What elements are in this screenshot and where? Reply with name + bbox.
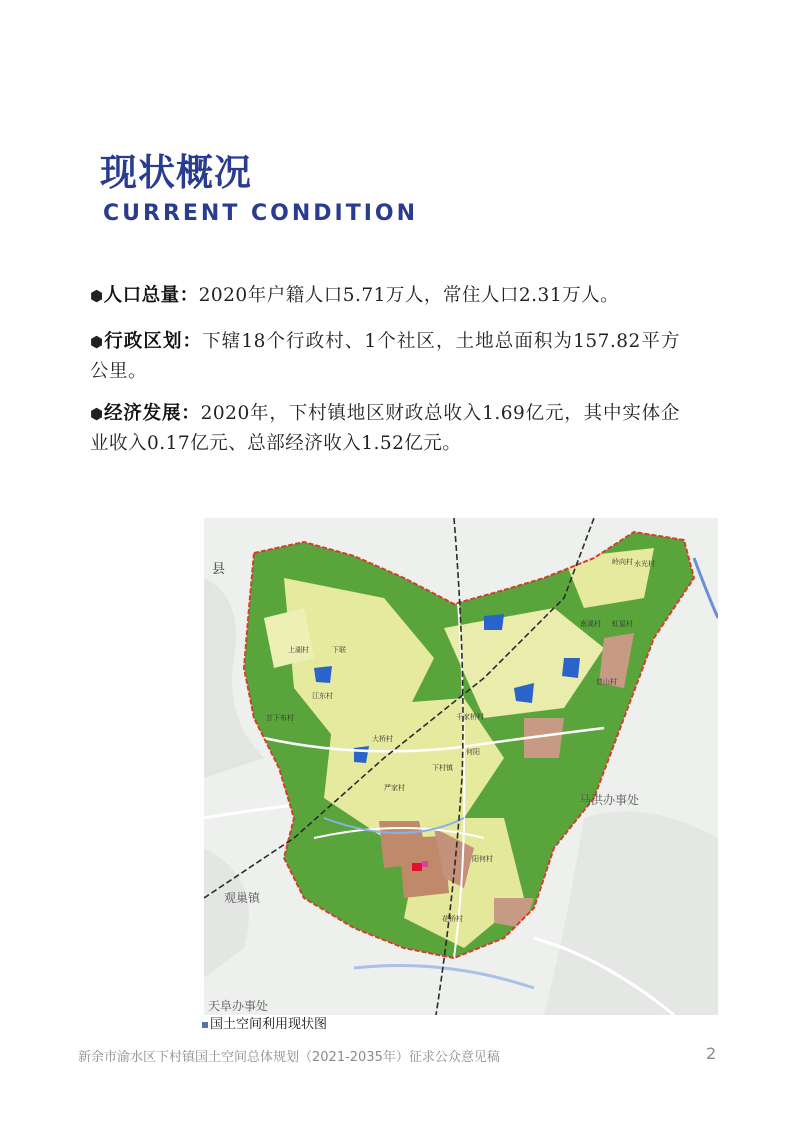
map-label-pushan: 普山村 — [596, 678, 617, 686]
map-label-dashi: 大桥村 — [372, 735, 393, 743]
item-label: 人口总量： — [103, 285, 199, 306]
page-number: 2 — [706, 1044, 717, 1063]
map-label-huaqiao: 花桥村 — [442, 915, 463, 923]
list-item-population — [90, 281, 680, 311]
map-label-lingxiang: 岭向村 — [612, 558, 633, 566]
bullet-icon: ⬢ — [90, 333, 104, 351]
map-label-qianjia: 千家桥村 — [456, 713, 484, 721]
figure-caption — [202, 1013, 327, 1032]
map-label-jiangdong: 江东村 — [312, 692, 333, 700]
map-label-nanxi: 南溪村 — [580, 620, 601, 628]
item-label: 行政区划： — [103, 331, 203, 352]
map-label-mahong: 马洪办事处 — [579, 793, 640, 807]
land-use-map — [204, 518, 718, 1015]
map-label-shuiguang: 水光村 — [634, 560, 655, 568]
item-text: 下辖18个行政村、1个社区，土地总面积为157.82平方公里。 — [90, 331, 680, 382]
bullet-icon: ⬢ — [90, 405, 104, 423]
map-label-hongxin: 虹星村 — [612, 620, 633, 628]
map-label-xialian: 下联 — [332, 646, 346, 654]
list-item-admin — [90, 327, 680, 386]
caption-marker-icon — [202, 1022, 208, 1028]
page-footer: 新余市渝水区下村镇国土空间总体规划（2021-2035年）征求公众意见稿 — [78, 1050, 500, 1065]
item-text: 2020年户籍人口5.71万人，常住人口2.31万人。 — [198, 285, 620, 306]
map-label-yanjia: 严家村 — [384, 784, 405, 792]
bullet-icon: ⬢ — [90, 287, 104, 305]
page-title: 现状概况 — [100, 151, 252, 194]
map-label-yanghe: 阳何村 — [472, 855, 493, 863]
map-label-guanchao: 观巢镇 — [224, 891, 261, 905]
item-text: 2020年，下村镇地区财政总收入1.69亿元，其中实体企业收入0.17亿元、总部经济收入1.52亿元。 — [90, 403, 680, 454]
page-subtitle: CURRENT CONDITION — [103, 201, 419, 226]
map-label-county: 县 — [212, 562, 226, 577]
figure-caption-text: 国土空间利用现状图 — [210, 1017, 328, 1032]
item-label: 经济发展： — [103, 403, 201, 424]
map-label-heyang: 何阳 — [466, 748, 480, 756]
map-label-ganxiabu: 甘下布村 — [266, 714, 294, 722]
list-item-economy — [90, 399, 680, 458]
map-label-shanghu: 上湖村 — [288, 646, 309, 654]
map-label-xiacun: 下村镇 — [432, 764, 453, 772]
map-label-tianfu: 天阜办事处 — [208, 999, 269, 1013]
